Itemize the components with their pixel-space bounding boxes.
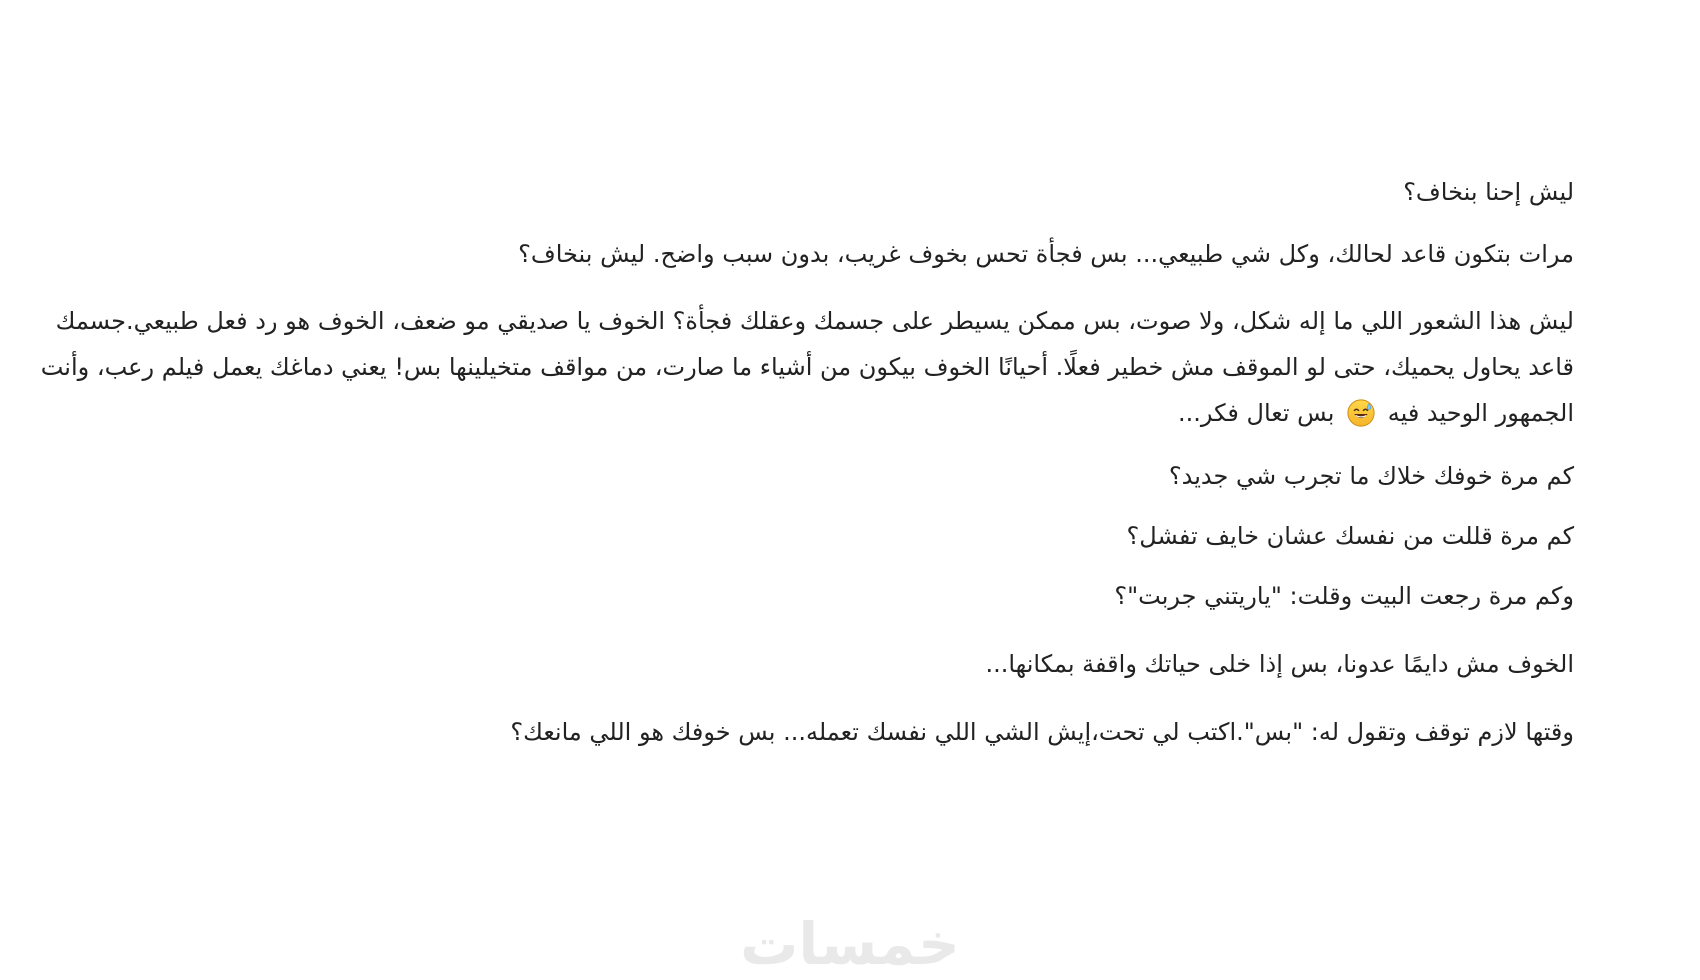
grinning-sweat-emoji-icon <box>1346 398 1376 428</box>
paragraph-explanation-block <box>34 298 1574 436</box>
paragraph-explanation <box>34 298 1574 436</box>
paragraph-explanation-text: ليش هذا الشعور اللي ما إله شكل، ولا صوت، بس ممكن يسيطر على جسمك وعقلك فجأة؟ الخوف يا صديقي مو ضعف، الخوف هو رد فعل طبيعي.جسمك قاعد يحاول يحميك، حتى لو الموقف مش خطير فعلًا. أحيانًا الخوف بيكون من أشياء ما صارت، من مواقف متخيلينها بس! يعني دماغك يعمل فيلم رعب، وأنت الجمهور الوحيد فيه <box>40 307 1574 427</box>
question-new-things: كم مرة خوفك خلاك ما تجرب شي جديد؟ <box>1168 462 1574 490</box>
paragraph-fear-enemy: الخوف مش دايمًا عدونا، بس إذا خلى حياتك واقفة بمكانها... <box>985 650 1574 678</box>
question-regret: وكم مرة رجعت البيت وقلت: "ياريتني جربت"؟ <box>1114 582 1574 610</box>
question-self-doubt: كم مرة قللت من نفسك عشان خايف تفشل؟ <box>1126 522 1574 550</box>
document-title: ليش إحنا بنخاف؟ <box>1403 178 1574 206</box>
paragraph-explanation-ending: بس تعال فكر... <box>1178 399 1335 427</box>
paragraph-intro: مرات بتكون قاعد لحالك، وكل شي طبيعي... بس فجأة تحس بخوف غريب، بدون سبب واضح. ليش بنخاف؟ <box>518 240 1574 268</box>
khamsat-watermark: خمسات <box>740 910 960 978</box>
paragraph-call-to-action: وقتها لازم توقف وتقول له: "بس".اكتب لي تحت،إيش الشي اللي نفسك تعمله... بس خوفك هو اللي مانعك؟ <box>510 718 1574 746</box>
document-body <box>40 168 1574 756</box>
